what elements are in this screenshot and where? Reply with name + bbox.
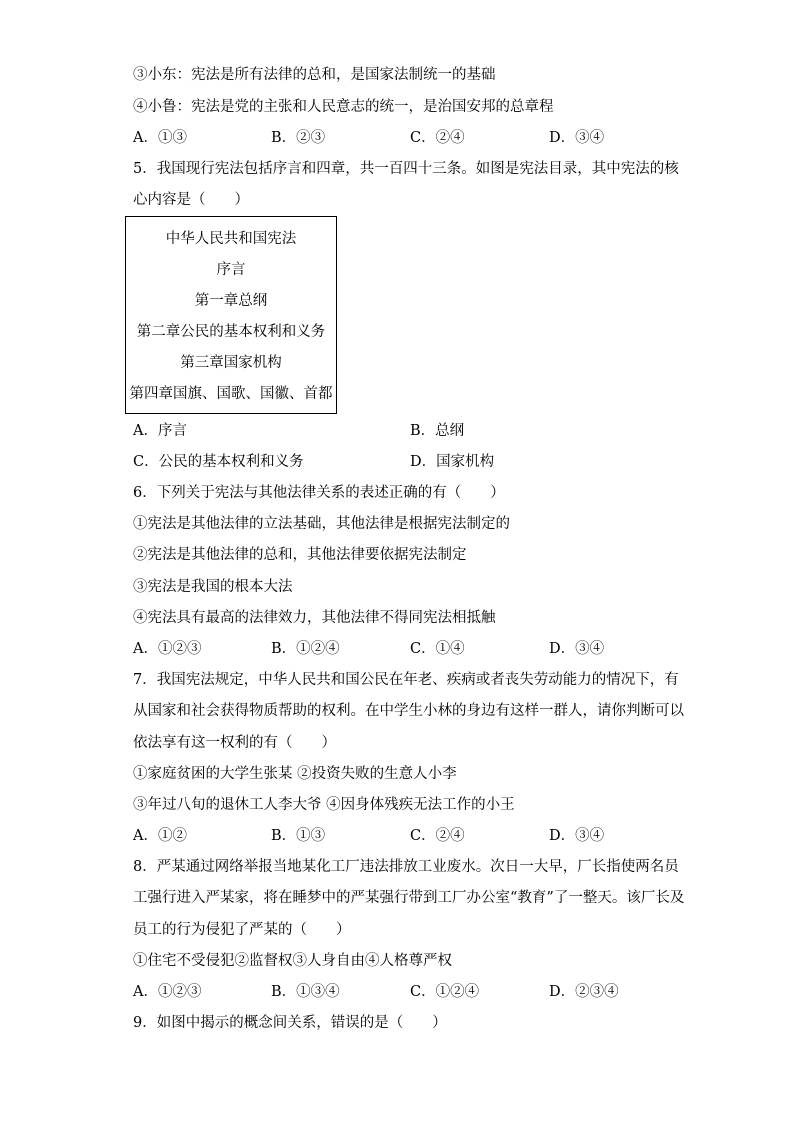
q5-option-a: A．序言 <box>133 423 187 439</box>
q8-option-d: D．②③④ <box>549 984 619 1000</box>
q5-stem-line-1: 5．我国现行宪法包括序言和四章，共一百四十三条。如图是宪法目录，其中宪法的核 <box>133 161 679 177</box>
q6-statement-3: ③宪法是我国的根本大法 <box>133 579 293 595</box>
q7-option-a: A．①② <box>133 828 187 844</box>
q6-statement-1: ①宪法是其他法律的立法基础，其他法律是根据宪法制定的 <box>133 516 510 532</box>
q7-stem-line-3: 依法享有这一权利的有（ ） <box>133 735 336 751</box>
box-chapter-1: 第一章总纲 <box>194 293 268 309</box>
q7-statements-1-2: ①家庭贫困的大学生张某 ②投资失败的生意人小李 <box>133 766 457 782</box>
constitution-contents-box <box>125 216 337 414</box>
box-title: 中华人民共和国宪法 <box>165 231 297 247</box>
q7-statements-3-4: ③年过八旬的退休工人李大爷 ④因身体残疾无法工作的小王 <box>133 797 515 813</box>
q6-option-a: A．①②③ <box>133 641 202 657</box>
q5-option-c: C．公民的基本权利和义务 <box>133 454 304 470</box>
box-preamble: 序言 <box>216 262 246 278</box>
q7-option-d: D．③④ <box>549 828 605 844</box>
q7-option-c: C．②④ <box>410 828 465 844</box>
box-chapter-2: 第二章公民的基本权利和义务 <box>136 324 326 340</box>
q5-option-b: B．总纲 <box>410 423 465 439</box>
q8-option-b: B．①③④ <box>271 984 340 1000</box>
q8-option-c: C．①②④ <box>410 984 480 1000</box>
q8-items: ①住宅不受侵犯②监督权③人身自由④人格尊严权 <box>133 953 452 969</box>
q7-stem-line-2: 从国家和社会获得物质帮助的权利。在中学生小林的身边有这样一群人，请你判断可以 <box>133 703 684 719</box>
q6-statement-4: ④宪法具有最高的法律效力，其他法律不得同宪法相抵触 <box>133 610 496 626</box>
q8-stem-line-2: 工强行进入严某家，将在睡梦中的严某强行带到工厂办公室“教育”了一整天。该厂长及 <box>133 890 685 906</box>
q4-statement-4: ④小鲁：宪法是党的主张和人民意志的统一，是治国安邦的总章程 <box>133 99 554 115</box>
q4-option-c: C．②④ <box>410 130 465 146</box>
q5-option-d: D．国家机构 <box>410 454 495 470</box>
box-chapter-4: 第四章国旗、国歌、国徽、首都 <box>129 386 333 402</box>
q7-stem-line-1: 7．我国宪法规定，中华人民共和国公民在年老、疾病或者丧失劳动能力的情况下，有 <box>133 672 679 688</box>
box-chapter-3: 第三章国家机构 <box>180 355 282 371</box>
q6-option-d: D．③④ <box>549 641 605 657</box>
q6-statement-2: ②宪法是其他法律的总和，其他法律要依据宪法制定 <box>133 547 467 563</box>
q6-option-b: B．①②④ <box>271 641 340 657</box>
q4-option-b: B．②③ <box>271 130 326 146</box>
q8-stem-line-3: 员工的行为侵犯了严某的（ ） <box>133 922 351 938</box>
q9-stem: 9．如图中揭示的概念间关系，错误的是（ ） <box>133 1015 447 1031</box>
q6-option-c: C．①④ <box>410 641 465 657</box>
q5-stem-line-2: 心内容是（ ） <box>133 192 249 208</box>
q4-option-d: D．③④ <box>549 130 605 146</box>
q8-stem-line-1: 8．严某通过网络举报当地某化工厂违法排放工业废水。次日一大早，厂长指使两名员 <box>133 859 679 875</box>
q6-stem: 6．下列关于宪法与其他法律关系的表述正确的有（ ） <box>133 485 505 501</box>
q4-option-a: A．①③ <box>133 130 187 146</box>
q8-option-a: A．①②③ <box>133 984 202 1000</box>
q7-option-b: B．①③ <box>271 828 326 844</box>
q4-statement-3: ③小东：宪法是所有法律的总和，是国家法制统一的基础 <box>133 67 496 83</box>
